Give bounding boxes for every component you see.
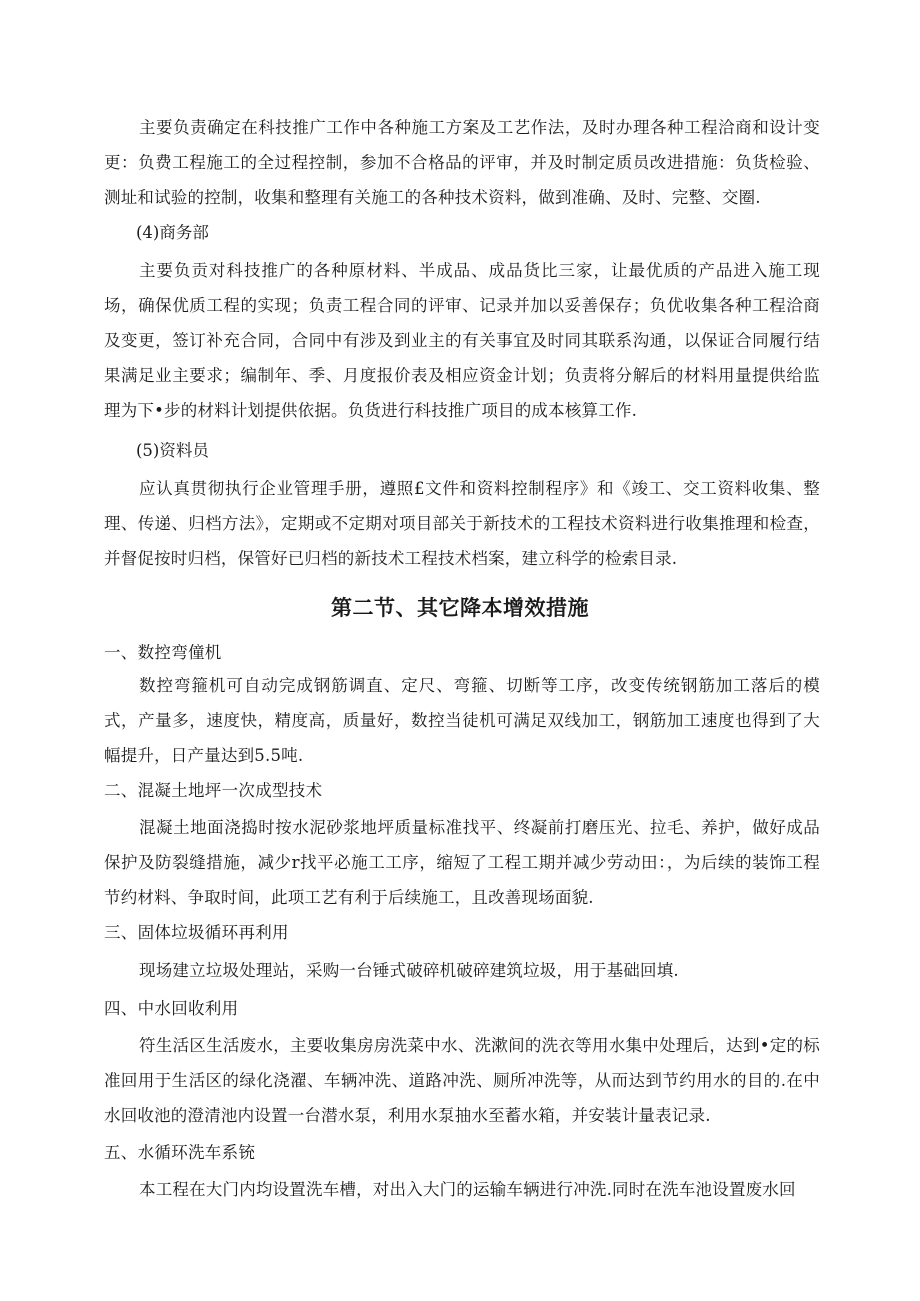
item-text-waste-recycling: 现场建立垃圾处理站，采购一台锤式破碎机破碎建筑垃圾，用于基础回填. bbox=[139, 961, 679, 980]
section-title: 第二节、其它降本增效措施 bbox=[331, 596, 589, 620]
item-text-concrete-floor: 混凝土地面浇捣时按水泥砂浆地坪质量标准找平、终凝前打磨压光、拉毛、养护，做好成品保护及防裂缝措施，减少r找平必施工工序，缩短了工程工期并减少劳动田：，为后续的装饰工程节约材料、争取时间，此项工艺有利于后续施工，且改善现场面貌. bbox=[104, 818, 820, 907]
paragraph-commerce-duties: 主要负贡对科技推广的各种原材料、半成品、成品货比三家，让最优质的产品进入施工现场，确保优质工程的实现；负责工程合同的评审、记录并加以妥善保存；负优收集各种工程洽商及变更，签订补充合同，合同中有涉及到业主的有关事宜及时同其联系沟通，以保证合同履行结果满足业主要求；编制年、季、月度报价表及相应资金计划；负责将分解后的材料用量提供给监理为下•步的材料计划提供依据。负货进行科技推广项目的成本核算工作. bbox=[104, 261, 820, 420]
item-text-cnc-bender: 数控弯箍机可自动完成钢筋调直、定尺、弯箍、切断等工序，改变传统钢筋加工落后的模式，产量多，速度快，精度高，质量好，数控当徒机可满足双线加工，钢筋加工速度也得到了大幅提升，日产量达到5.5吨. bbox=[104, 676, 820, 765]
item-heading-waste-recycling: 三、固体垃圾循环再利用 bbox=[104, 923, 289, 942]
item-heading-cnc-bender: 一、数控弯僮机 bbox=[104, 643, 222, 662]
paragraph-documentation-duties: 应认真贯彻执行企业管理手册，遵照£文件和资料控制程序》和《竣工、交工资料收集、整理、传递、归档方法》，定期或不定期对项目部关于新技术的工程技术资料进行收集推理和检查，并督促按时归档，保管好已归档的新技术工程技术档案，建立科学的检索目录. bbox=[104, 479, 820, 568]
item-heading-water-reuse: 四、中水回收利用 bbox=[104, 999, 239, 1018]
subsection-label-commerce: (4)商务部 bbox=[136, 223, 209, 242]
item-heading-concrete-floor: 二、混凝土地坪一次成型技术 bbox=[104, 781, 323, 800]
paragraph-quality-duties: 主要负责确定在科技推广工作中各种施工方案及工艺作法，及时办理各种工程洽商和设计变更：负费工程施工的全过程控制，参加不合格品的评审，并及时制定质员改进措施：负货检验、测址和试验的控制，收集和整理有关施工的各种技术资料，做到准确、及时、完整、交圈. bbox=[104, 118, 820, 207]
subsection-label-documentation: (5)资料员 bbox=[136, 441, 209, 460]
item-text-water-reuse: 符生活区生活废水，主要收集房房洗菜中水、洗漱间的洗衣等用水集中处理后，达到•定的标准回用于生活区的绿化浇濯、车辆冲洗、道路冲洗、厕所冲洗等，从而达到节约用水的目的.在中水回收池的澄清池内设置一台潜水泵，利用水泵抽水至蓄水箱，并安装计量表记录. bbox=[104, 1036, 820, 1125]
item-text-car-wash: 本工程在大门内均设置洗车槽，对出入大门的运输车辆进行冲洗.同时在洗车池设置废水回 bbox=[139, 1180, 796, 1199]
item-heading-car-wash: 五、水循环洗车系铳 bbox=[104, 1143, 256, 1162]
